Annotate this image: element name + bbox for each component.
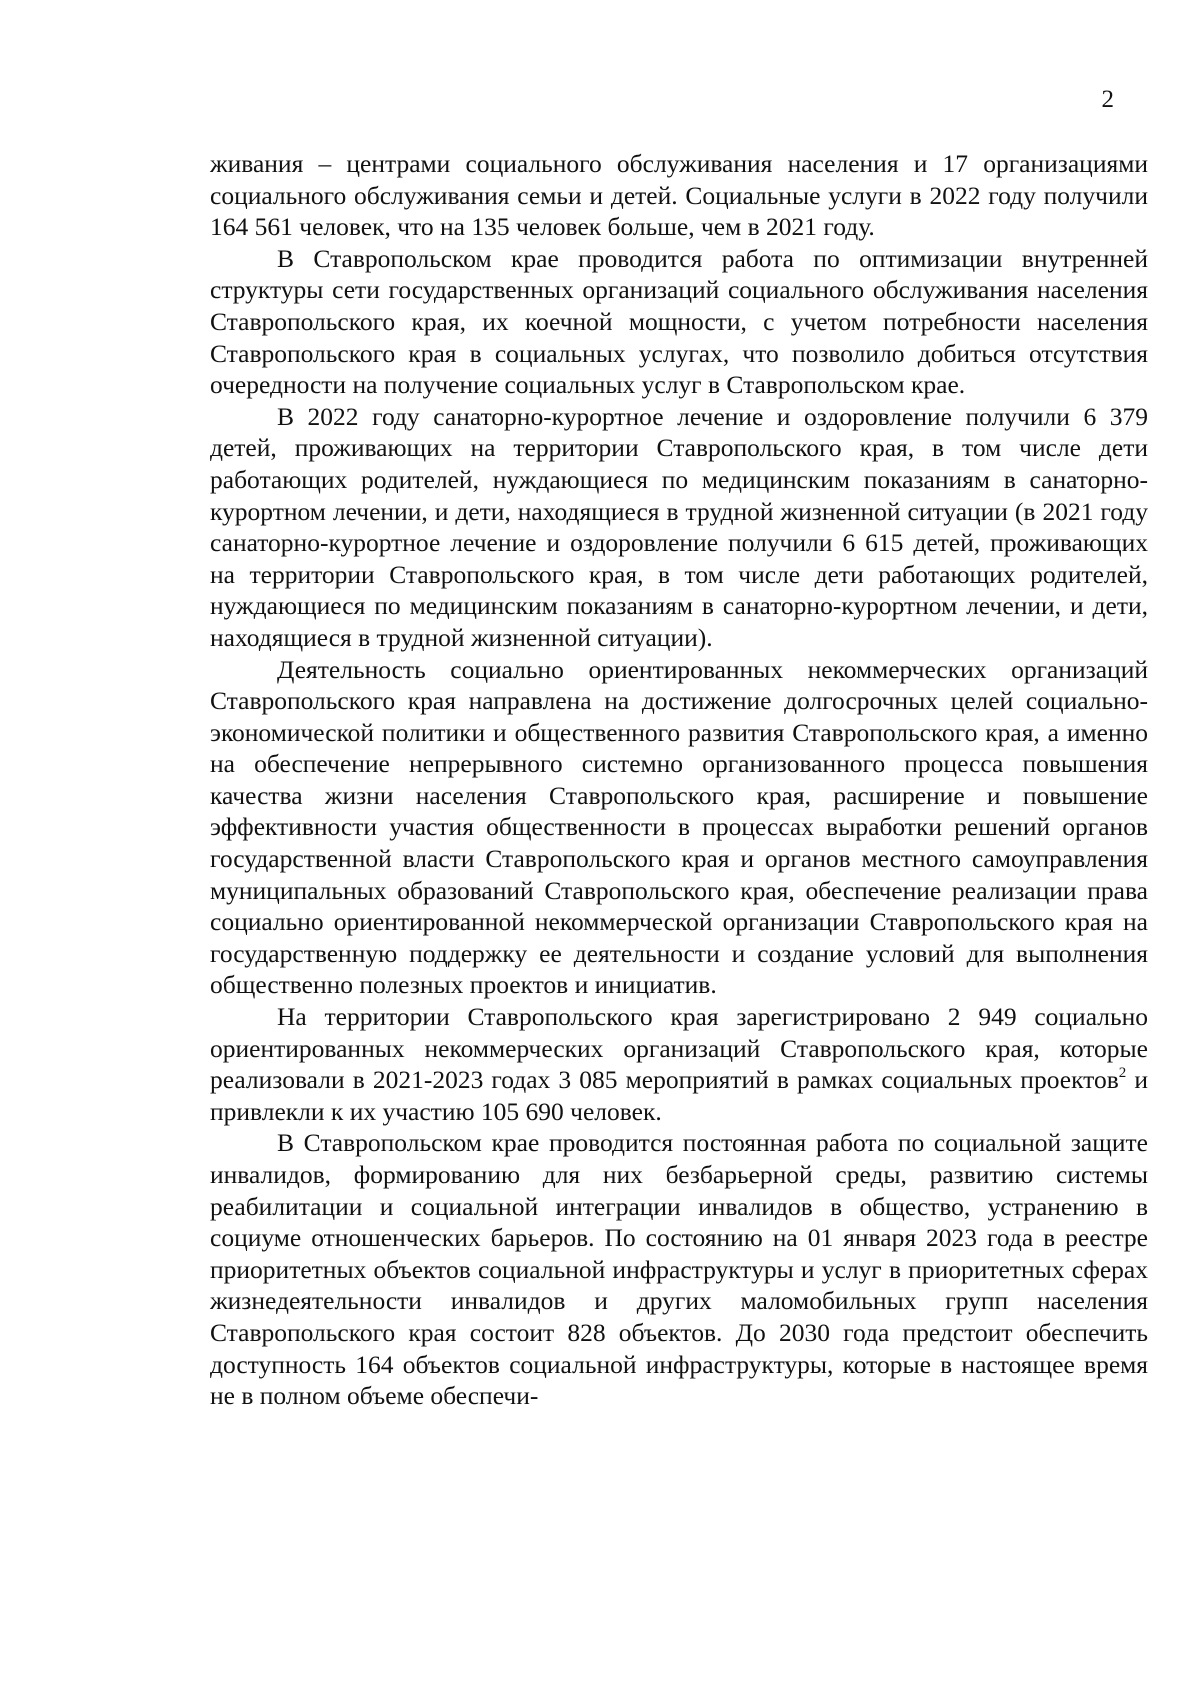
paragraph-nko-registered	[210, 1001, 1148, 1127]
footnote-reference: 2	[1118, 1064, 1127, 1081]
paragraph-sanatorium: В 2022 году санаторно-курортное лечение и оздоровление получили 6 379 детей, проживающих на территории Ставропольского края, в том числе дети работающих родителей, нуждающиеся по медицинским показаниям в санаторно-курортном лечении, и дети, находящиеся в трудной жизненной ситуации (в 2021 году санаторно-курортное лечение и оздоровление получили 6 615 детей, проживающих на территории Ставропольского края, в том числе дети работающих родителей, нуждающиеся по медицинским показаниям в санаторно-курортном лечении, и дети, находящиеся в трудной жизненной ситуации).	[210, 401, 1148, 652]
paragraph-nko-activity: Деятельность социально ориентированных некоммерческих организаций Ставропольского края направлена на достижение долгосрочных целей социально-экономической политики и общественного развития Ставропольского края, а именно на обеспечение непрерывного системно организованного процесса повышения качества жизни населения Ставропольского края, расширение и повышение эффективности участия общественности в процессах выработки решений органов государственной власти Ставропольского края и органов местного самоуправления муниципальных образований Ставропольского края, обеспечение реализации права социально ориентированной некоммерческой организации Ставропольского края на государственную поддержку ее деятельности и создание условий для выполнения общественно полезных проектов и инициатив.	[210, 654, 1148, 1000]
paragraph-nko-text-b: и привлекли к их участию 105 690 человек.	[210, 1065, 1148, 1126]
paragraph-optimization: В Ставропольском крае проводится работа по оптимизации внутренней структуры сети государственных организаций социального обслуживания населения Ставропольского края, их коечной мощности, с учетом потребности населения Ставропольского края в социальных услугах, что позволило добиться отсутствия очередности на получение социальных услуг в Ставропольском крае.	[210, 243, 1148, 400]
body-text	[210, 148, 1148, 1412]
paragraph-continuation: живания – центрами социального обслуживания населения и 17 организациями социального обслуживания семьи и детей. Социальные услуги в 2022 году получили 164 561 человек, что на 135 человек больше, чем в 2021 году.	[210, 149, 1148, 242]
page-number: 2	[1101, 86, 1114, 113]
paragraph-disability: В Ставропольском крае проводится постоянная работа по социальной защите инвалидов, формированию для них безбарьерной среды, развитию системы реабилитации и социальной интеграции инвалидов в общество, устранению в социуме отношенческих барьеров. По состоянию на 01 января 2023 года в реестре приоритетных объектов социальной инфраструктуры и услуг в приоритетных сферах жизнедеятельности инвалидов и других маломобильных групп населения Ставропольского края состоит 828 объектов. До 2030 года предстоит обеспечить доступность 164 объектов социальной инфраструктуры, которые в настоящее время не в полном объеме обеспечи-	[210, 1128, 1148, 1411]
paragraph-nko-text-a: На территории Ставропольского края зарегистрировано 2 949 социально ориентированных некоммерческих организаций Ставропольского края, которые реализовали в 2021-2023 годах 3 085 мероприятий в рамках социальных проектов	[210, 1002, 1148, 1095]
